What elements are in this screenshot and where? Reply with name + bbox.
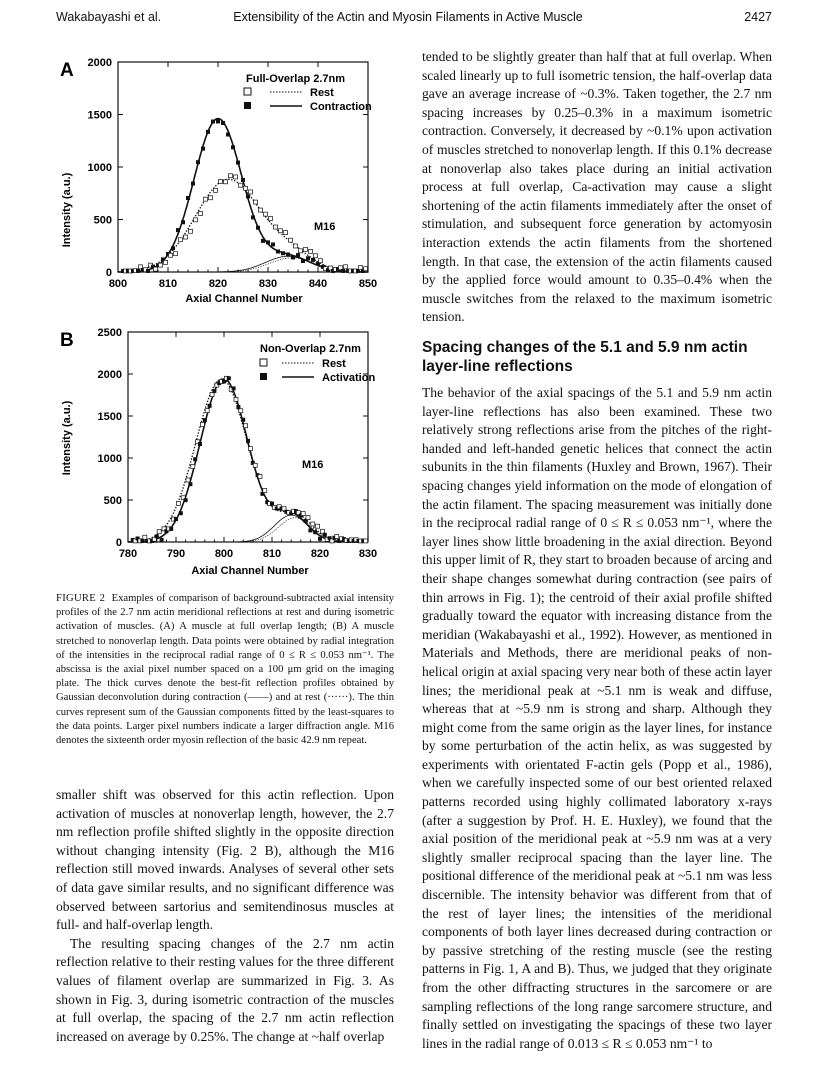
- active-data-point-b: [318, 537, 322, 541]
- x-tick-label-b: 800: [214, 548, 234, 560]
- active-data-point-a: [186, 196, 190, 200]
- active-data-point-b: [208, 404, 212, 408]
- running-header-authors: Wakabayashi et al.: [56, 10, 162, 24]
- active-data-point-b: [241, 418, 245, 422]
- active-data-point-a: [301, 259, 305, 263]
- active-data-point-b: [160, 538, 164, 542]
- rest-data-point-b: [248, 447, 252, 451]
- rest-data-point-a: [279, 229, 283, 233]
- m16-label-a: M16: [314, 221, 336, 233]
- rest-data-point-b: [200, 422, 204, 426]
- active-fit-curve-a: [118, 119, 368, 272]
- rest-data-point-a: [259, 208, 263, 212]
- rest-data-point-a: [249, 190, 253, 194]
- active-data-point-a: [341, 269, 345, 273]
- y-tick-label-a: 0: [105, 267, 112, 279]
- active-data-point-a: [261, 239, 265, 243]
- active-data-point-a: [201, 147, 205, 151]
- rest-data-point-b: [263, 489, 267, 493]
- right-column-top: [422, 48, 772, 327]
- x-axis-label-a: Axial Channel Number: [185, 293, 303, 305]
- rest-data-point-a: [194, 218, 198, 222]
- rest-data-point-a: [364, 267, 368, 271]
- active-data-point-a: [251, 215, 255, 219]
- x-tick-label-a: 840: [308, 278, 328, 290]
- x-tick-label-a: 830: [258, 278, 278, 290]
- rest-data-point-b: [316, 524, 320, 528]
- active-data-point-a: [241, 178, 245, 182]
- rest-data-point-b: [191, 464, 195, 468]
- legend-active-a: Contraction: [310, 101, 372, 113]
- active-data-point-b: [308, 528, 312, 532]
- active-data-point-b: [179, 511, 183, 515]
- rest-data-point-a: [229, 174, 233, 178]
- rest-data-point-a: [254, 200, 258, 204]
- y-tick-label-b: 2500: [97, 327, 122, 339]
- active-data-point-a: [246, 194, 250, 198]
- rest-data-point-a: [239, 183, 243, 187]
- x-tick-label-b: 830: [358, 548, 378, 560]
- rest-data-point-a: [189, 229, 193, 233]
- rest-data-point-a: [294, 244, 298, 248]
- rest-data-point-b: [306, 516, 310, 520]
- rest-data-point-a: [154, 267, 158, 271]
- active-data-point-b: [313, 530, 317, 534]
- rest-data-point-a: [209, 196, 213, 200]
- rest-data-point-b: [186, 478, 190, 482]
- active-data-point-b: [323, 533, 327, 537]
- active-data-point-b: [198, 442, 202, 446]
- x-tick-label-b: 790: [166, 548, 186, 560]
- legend-marker-rest-b: [260, 359, 267, 366]
- rest-data-point-b: [244, 424, 248, 428]
- active-data-point-a: [236, 161, 240, 165]
- right-column-bottom: [422, 384, 772, 1053]
- y-tick-label-a: 1000: [87, 162, 112, 174]
- active-data-point-b: [193, 457, 197, 461]
- active-data-point-a: [306, 256, 310, 260]
- active-data-point-b: [174, 517, 178, 521]
- rest-data-point-b: [301, 512, 305, 516]
- active-data-point-a: [221, 121, 225, 125]
- caption-text: Examples of comparison of background-subtracted axial intensity profiles of the 2.7 nm actin meridional reflections at rest and during isometric activation of muscles. (A) A muscle at full overlap length; (B) A muscle stretched to nonoverlap length. Data points were obtained by radial integration of the intensities in the reciprocal radial range of 0 ≤ R ≤ 0.053 nm⁻¹. The abscissa is the axial pixel number spaced on a 100 μm grid on the imaging plate. The thick curves denote the best-fit reflection profiles obtained by Gaussian deconvolution during contraction (——) and at rest (······). The thin curves represent sum of the Gaussian components fitted by the least-squares to the data points. Larger pixel numbers indicate a larger diffraction angle. M16 denotes the sixteenth order myosin reflection of the basic 42.9 nm repeat.: [56, 593, 394, 747]
- figure-2a-chart: [56, 50, 396, 310]
- active-data-point-a: [266, 240, 270, 244]
- active-data-point-b: [155, 534, 159, 538]
- rest-data-point-b: [157, 530, 161, 534]
- y-tick-label-b: 2000: [97, 369, 122, 381]
- y-tick-label-b: 500: [103, 495, 122, 507]
- rest-data-point-a: [179, 238, 183, 242]
- rest-data-point-a: [204, 197, 208, 201]
- active-data-point-a: [176, 228, 180, 232]
- left-paragraph-1: smaller shift was observed for this actin reflection. Upon activation of muscles at nonoverlap length, however, the 2.7 nm reflection profile shifted slightly in the opposite direction without changing intensity (Fig. 2 B), although the M16 reflection still moved inwards. Analyses of several other sets of data gave similar results, and no significant difference was observed between sartorius and semitendinosus muscles at full- and half-overlap length.: [56, 787, 394, 933]
- active-data-point-b: [184, 498, 188, 502]
- panel-label-a: A: [60, 60, 74, 81]
- active-data-point-a: [181, 220, 185, 224]
- y-tick-label-b: 1000: [97, 453, 122, 465]
- active-data-point-a: [296, 253, 300, 257]
- rest-data-point-a: [169, 253, 173, 257]
- legend-marker-active-b: [260, 373, 267, 380]
- x-tick-label-b: 810: [262, 548, 282, 560]
- active-data-point-a: [196, 160, 200, 164]
- x-tick-label-b: 780: [118, 548, 138, 560]
- x-tick-label-a: 810: [158, 278, 178, 290]
- y-axis-label-a: Intensity (a.u.): [61, 172, 73, 248]
- rest-data-point-a: [159, 263, 163, 267]
- rest-data-point-a: [199, 211, 203, 215]
- figure-caption: [56, 592, 394, 748]
- page-number: 2427: [744, 10, 772, 24]
- caption-label: FIGURE 2: [56, 593, 106, 604]
- active-data-point-a: [256, 226, 260, 230]
- active-data-point-a: [311, 258, 315, 262]
- rest-data-point-a: [274, 225, 278, 229]
- active-data-point-b: [169, 527, 173, 531]
- x-tick-label-a: 820: [208, 278, 228, 290]
- rest-data-point-a: [264, 212, 268, 216]
- rest-data-point-b: [335, 535, 339, 539]
- rest-data-point-a: [244, 186, 248, 190]
- active-data-point-a: [276, 250, 280, 254]
- legend-title-b: Non-Overlap 2.7nm: [260, 343, 361, 355]
- active-data-point-a: [146, 269, 150, 273]
- y-tick-label-a: 500: [93, 214, 112, 227]
- x-tick-label-b: 820: [310, 548, 330, 560]
- active-data-point-b: [227, 376, 231, 380]
- rest-data-point-a: [314, 254, 318, 258]
- figure-2b-chart: [56, 318, 396, 580]
- y-tick-label-b: 1500: [97, 411, 122, 423]
- legend-rest-b: Rest: [322, 358, 346, 370]
- legend-active-b: Activation: [322, 372, 376, 384]
- legend-marker-rest-a: [244, 88, 251, 95]
- section-heading: Spacing changes of the 5.1 and 5.9 nm actin layer-line reflections: [422, 339, 748, 375]
- y-tick-label-a: 2000: [87, 57, 112, 69]
- rest-data-point-b: [320, 529, 324, 533]
- y-tick-label-a: 1500: [87, 109, 112, 122]
- rest-data-point-a: [319, 259, 323, 263]
- active-data-point-a: [291, 255, 295, 259]
- active-data-point-b: [232, 386, 236, 390]
- active-data-point-b: [203, 418, 207, 422]
- rest-data-point-a: [219, 180, 223, 184]
- active-data-point-b: [246, 439, 250, 443]
- right-paragraph-top: tended to be slightly greater than half that at full overlap. When scaled linearly up to full isometric tension, the half-overlap data gave an average increase of ~0.3%. Taken together, the 2.7 nm spacing increases by 0.25–0.3% in a maximum isometric contraction. Conversely, it decreased by ~0.1% upon activation of muscles stretched to nonoverlap length. If this 0.1% decrease at nonoverlap also takes place during an initial activation process at full overlap, Ca-activation may cause a slight shortening of the actin filaments immediately after the onset of stimulation, and subsequent force generation by actomyosin interaction extends the actin filaments from the shortened length. In that case, the extension of the actin filaments caused by the applied force would amount to 0.35–0.4% when the muscle switches from the relaxed to the maximum isometric tension.: [422, 49, 772, 325]
- legend-title-a: Full-Overlap 2.7nm: [246, 73, 346, 85]
- active-data-point-a: [191, 182, 195, 186]
- active-data-point-a: [171, 246, 175, 250]
- active-data-point-a: [271, 242, 275, 246]
- rest-data-point-a: [299, 249, 303, 253]
- running-header-title: Extensibility of the Actin and Myosin Filaments in Active Muscle: [233, 10, 583, 24]
- rest-data-point-b: [253, 463, 257, 467]
- rest-data-point-b: [210, 393, 214, 397]
- rest-data-point-a: [234, 175, 238, 179]
- rest-data-point-a: [284, 231, 288, 235]
- active-fit-curve-b: [128, 379, 368, 542]
- x-axis-label-b: Axial Channel Number: [191, 565, 309, 577]
- left-paragraph-2: The resulting spacing changes of the 2.7 nm actin reflection relative to their resting values for the three different values of filament overlap are summarized in Fig. 3. As shown in Fig. 3, during isometric contraction of the muscles at full overlap, the spacing of the 2.7 nm actin reflection increased on average by 0.25%. The change at ~half overlap: [56, 935, 394, 1044]
- x-tick-label-a: 850: [358, 278, 378, 290]
- rest-data-point-b: [311, 522, 315, 526]
- active-data-point-a: [281, 251, 285, 255]
- legend-marker-active-a: [244, 102, 251, 109]
- panel-label-b: B: [60, 330, 74, 351]
- active-data-point-a: [216, 119, 220, 123]
- active-data-point-b: [212, 389, 216, 393]
- rest-data-point-b: [258, 474, 262, 478]
- x-tick-label-a: 800: [108, 278, 128, 290]
- rest-data-point-a: [289, 238, 293, 242]
- rest-data-point-b: [205, 409, 209, 413]
- active-data-point-b: [188, 482, 192, 486]
- rest-data-point-b: [143, 535, 147, 539]
- rest-data-point-b: [234, 397, 238, 401]
- rest-data-point-a: [224, 180, 228, 184]
- rest-data-point-a: [214, 188, 218, 192]
- rest-data-point-a: [309, 249, 313, 253]
- active-data-point-a: [226, 133, 230, 137]
- legend-rest-a: Rest: [310, 87, 334, 99]
- y-axis-label-b: Intensity (a.u.): [61, 400, 73, 476]
- rest-data-point-b: [239, 409, 243, 413]
- rest-data-point-a: [174, 252, 178, 256]
- rest-data-point-a: [184, 235, 188, 239]
- y-tick-label-b: 0: [115, 537, 122, 549]
- active-data-point-a: [211, 120, 215, 124]
- rest-data-point-b: [364, 539, 368, 543]
- rest-fit-curve-b: [128, 379, 368, 542]
- active-data-point-a: [286, 252, 290, 256]
- rest-data-point-a: [344, 265, 348, 269]
- active-data-point-a: [136, 269, 140, 273]
- rest-data-point-a: [269, 217, 273, 221]
- left-column-body: [56, 786, 394, 1046]
- active-data-point-a: [206, 130, 210, 134]
- rest-data-point-a: [164, 260, 168, 264]
- m16-label-b: M16: [302, 459, 324, 471]
- right-paragraph-bottom: The behavior of the axial spacings of the 5.1 and 5.9 nm actin layer-line reflections has also been examined. These two relatively strong reflections arise from the pitches of the right-handed and left-handed genetic helices that connect the actin subunits in the thin filaments (Huxley and Brown, 1967). Their spacing changes yield information on the mode of elongation of the actin filament. The spacing measurement was initially done in the reciprocal radial range of 0 ≤ R ≤ 0.053 nm⁻¹, where the layer lines show little broadening in the axial direction. Beyond this upper limit of R, they start to broaden because of arcing and their shape changes somewhat during contraction (see pairs of thin arrows in Fig. 1); the centroid of their axial profile shifted gradually toward the equator with increasing distance from the meridian (Wakabayashi et al., 1992). However, as mentioned in Materials and Methods, there are meridional peaks of non-helical origin at axial spacing very near both of these actin layer lines; the meridional peak at ~5.1 nm is weak and diffuse, whereas that at ~5.9 nm is strong and sharp. Although they might come from the same origin as the layer lines, for instance by some perturbation of the actin helix, as was suggested by experiments with orientated F-actin gels (Popp et al., 1986), when we carefully inspected some of our best oriented relaxed patterns recorded using highly collimated laboratory x-rays (after a suggestion by Prof. H. E. Huxley), we found that the axial position of the meridional peak at ~5.9 nm was at a very slightly smaller reciprocal spacing than the layer line. The positional difference of the meridional peak at ~5.1 nm was less discernible. The intensity behavior was different from that of the rest of layer lines; the intensities of the meridional components of both layer lines decreased during contraction or by passive stretching of the resting muscle (see the resting patterns in Fig. 1, A and B). Thus, we judged that they originate from the other diffracting structures in the sarcomere or are sampling reflections of the long range sarcomere structure, and finally settled on investigating the spacings of these two layer lines in the radial range of 0.013 ≤ R ≤ 0.053 nm⁻¹ to: [422, 385, 772, 1051]
- rest-data-point-a: [304, 247, 308, 251]
- active-data-point-a: [231, 145, 235, 149]
- rest-data-point-b: [176, 501, 180, 505]
